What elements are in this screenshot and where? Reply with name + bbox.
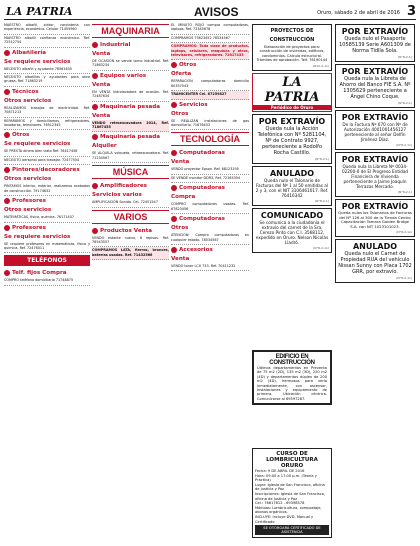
notice-body: Queda nula la Acción Telefónica con Nº 5281104, Nº de Contrato 9927, perteneciente a Rodolfo Rocha Castillo. [257,125,327,156]
classified-ad: SE PRESTA dinero bien trato Ref. 76417458 [4,148,90,156]
bullet-icon [4,132,10,138]
classified-ad: EL MINUTO ROJO compra computadoras, laptops. Ref. 72345678 [171,22,249,35]
course-line: INCLUYE: Incluye DVD, Manual y Certificado [255,514,314,524]
notice-body: Queda nula la Libreta Nº 0034-02200-0 de El Progreso Entidad Financiera de Vivienda perteneciente a Jaime Joaquín Terrazas Mercado. [341,164,409,189]
classified-ad: NECESITO personal para trabajar. 72477554 [4,157,90,165]
bullet-icon [4,225,10,231]
notice-box [335,24,415,62]
notice-title: POR EXTRAVÍO [341,27,409,36]
bullet-icon [4,270,10,276]
course-ad-title: CURSO DE LOMBRICULTURA ORURO [266,451,318,469]
classified-ad: AMPLIFICACIÓN Sonido. Cel. 72451547 [92,199,169,207]
building-ad-box [252,350,332,405]
page-header [4,4,416,20]
category-heading: Accesorios [171,245,249,254]
classified-ad: VENDO toner LCX 733. Ref. 70411232 [171,263,249,271]
notice-body: Queda nula la Libreta de Ahorro del Banco FIE S.A. Nº 1305629 perteneciente a Ángel Chino Coque. [339,76,411,100]
notice-body: Elaboración de proyectos para: construcción de viviendas, edificios, condominios. Cálculo estructural. Trámites de aprobación. Telf. 76190144 [256,45,328,63]
category-heading: Equipos varios [92,71,169,80]
course-ad [252,446,332,538]
category-heading: Profesores [4,223,90,232]
subcategory-heading: Otros servicios [4,207,52,214]
classified-ad: DE OCASIÓN se vende torno industrial. Ref. 71863234 [92,58,169,71]
notice-ref: (N°8-2-1) [398,101,412,105]
notice-ref: (N°8-2-1x) [396,276,412,281]
classified-ad: COMPRO computadoras usadas. Ref. 67823456 [171,201,249,214]
building-ad-body: Últimos departamentos en Preventa de 75 m2 (2D), 135 m2 (3D), 220 m2 (4D) y departamentos dúplex de 200 m2 (4D), hermosos para verlo inmediatamente, con ascensor, instalaciones y equipamiento de primera. Ubicación céntrica. Comunicarse al 69597287. [257,366,327,401]
notice-title: POR EXTRAVÍO [341,155,409,164]
notice-box [252,208,332,253]
issue-date: Oruro, sábado 2 de abril de 2016 [317,10,400,16]
bullet-icon [171,247,177,253]
subcategory-heading: Venta [171,255,190,262]
notice-box [335,239,415,283]
notice-box [335,152,415,197]
section-title: AVISOS [194,5,239,19]
bullet-icon [171,185,177,191]
course-line: Cel.: 76617812 - 69398578 [255,501,305,506]
subcategory-heading: Se requiere servicios [4,233,71,240]
classified-ad: SE ALQUILA volqueta, retroexcavadora. Ref. 71234567 [92,150,169,163]
category-heading: Maquinaria pesada [92,132,169,141]
column-1 [4,22,90,542]
notice-body: Queda nulo el Talonario de Facturas del Nº 1 al 50 emitidas al 2 y 3, con el NIT 3106461017. Ref. 76416342 [255,177,329,198]
category-heading: Técnicos [4,87,90,96]
bullet-icon [92,42,98,48]
category-heading: Otros [4,130,90,139]
course-line: Inscripciones: Iglesia de San Francisco, oficina de Justicia y Paz [255,491,326,501]
subcategory-heading: Otros servicios [4,176,52,183]
subcategory-heading: Venta [92,112,111,119]
bullet-icon [92,73,98,79]
classified-ad: MAESTRO albañil confianza económico. Ref. 72512754 [4,35,90,48]
classified-ad: NECESITO albañiles y ayudantes para obra gruesa. Ref. 71863219 [4,74,90,87]
logo-tagline: Periódico de Oruro [253,105,331,110]
masthead-logo: LA PATRIA [6,5,73,18]
category-heading: Computadoras [171,214,249,223]
column-2 [92,22,169,542]
classified-ad: VENDO proyector Epson. Ref. 68123195 [171,166,249,174]
subcategory-heading: Venta [171,159,190,166]
notice-ref: (N°8-2-1x) [313,245,329,250]
section-band: TELÉFONOS [4,255,90,266]
course-line: Fecha: 9 DE ABRIL DE 2016 [255,469,305,473]
subcategory-heading: Otros servicios [4,97,52,104]
category-heading: Computadoras [171,148,249,157]
subcategory-heading: Servicios varios [92,192,142,199]
bullet-icon [171,150,177,156]
notice-body: De la Factura Nº 670 con Nº de Autorización 4001001456127 perteneciente al señor Delfín Jiménez Díaz. [342,122,408,142]
bullet-icon [92,183,98,189]
classified-ad: COMPRAMOS: Toda clase de productos, laptops, celulares, maquinas y otros, televisores, refrigeradores. 72617433 [171,43,249,60]
column-4 [252,22,332,348]
category-heading: Telf. fijos Compra [4,268,90,277]
category-heading: Albañilería [4,48,90,57]
classified-ad: ATENCIÓN: Compro computadoras en cualquier estado. 78534567 [171,232,249,245]
notice-ref: (N°8-2-1) [315,156,329,161]
building-ad-title: EDIFICIO EN CONSTRUCCIÓN [269,354,315,366]
classified-ad: COMPRO teléfono domiciliario 71748875 [4,277,90,285]
bullet-icon [171,62,177,68]
notice-title: POR EXTRAVÍO [341,67,409,76]
classified-ad: REPARACIÓN computadoras domicilio 60357543 [171,78,249,91]
bullet-icon [4,167,10,173]
notice-ref: (N°8-2-1x) [396,143,412,147]
classified-ad: COMPRAMOS LATA, fierros, bronces, baterías usadas. Ref. 71432566 [92,247,169,260]
category-heading: Profesores [4,196,90,205]
notice-box [335,199,415,237]
notice-ref: (N°8-2-1) [315,198,329,203]
classified-ad: SE VENDE monitor DDR3. Ref. 72165354 [171,175,249,183]
course-ad-box [252,448,332,538]
category-heading: Servicios [171,100,249,109]
notice-body: Se comunica a la ciudadanía el extravío del carnet de la Sra. Cerezo Pinto con C.I. 3568112, expedido en Oruro. Nelson Nicolás Lladró. [255,219,329,245]
column-5 [335,22,415,542]
subcategory-heading: Compra [171,194,196,201]
section-heading: MÚSICA [92,165,169,179]
classified-ad: TRAMICENTER Cel. 67259827 [171,91,249,99]
notice-title: ANULADO [352,242,398,252]
classified-ad: REALIZAMOS trabajos de electricidad. Ref. 70871213 [4,105,90,118]
notice-ref: (#10-2-1x) [312,63,329,68]
section-heading: TECNOLOGÍA [171,132,249,146]
building-ad [252,348,415,407]
logo-name: LA PATRIA [264,74,320,105]
subcategory-heading: Otros [171,225,189,232]
course-line: Lugar: Iglesia de San Francisco, oficina de Justicia y Paz [255,482,325,492]
notice-body: Queda nulo el Carnet de Propiedad RUA del vehículo Nissan Sunny con Placa 1702 GRR, por extravío. [338,251,412,276]
notice-title: COMUNICADO [260,210,324,220]
category-heading: Amplificadores [92,181,169,190]
subcategory-heading: Venta [92,51,111,57]
classified-ad: MATEMÁTICAS, física, química. 76171457 [4,214,90,222]
notice-body: Queda nulos los Talonarios de Facturas del Nº 126 al 300 de la Tienda Centro Capacitación Tamara Golden Bridge S.A. con NIT 1023101023. [338,210,412,229]
notice-box [335,110,415,150]
notice-box [335,64,415,108]
classified-ad: PINTAMOS interior, exterior, realizamos acabados de construcción. 79174632 [4,183,90,196]
newspaper-logo [252,73,332,112]
category-heading: Industrial [92,40,169,49]
notice-title: POR EXTRAVÍO [258,116,326,126]
category-heading: Otros [171,60,249,69]
course-footer: SE OTORGARÁ CERTIFICADO DE ASISTENCIA [255,525,329,535]
category-heading: Computadoras [171,183,249,192]
classified-ad: SE requiere profesores en matemáticas, física y química. Ref. 72476011 [4,241,90,254]
subcategory-heading: Oferta [171,71,192,78]
bullet-icon [4,50,10,56]
notice-box [252,166,332,206]
notice-box [252,114,332,164]
subcategory-heading: Se requiere servicios [4,58,71,65]
notice-ref: (N°8-2-1x) [396,230,412,235]
subcategory-heading: Se requiere servicios [4,141,71,148]
category-heading: Maquinaria pesada [92,102,169,111]
notice-ref: (N°8-2-1) [398,55,412,59]
bullet-icon [92,134,98,140]
notice-title: POR EXTRAVÍO [341,202,409,211]
classified-ad: SE REALIZAN instalaciones de gas domiciliario. 71876453 [171,118,249,131]
classified-ad: VENDO estante nuevo, 6 repisas. Ref. 76543557 [92,235,169,248]
page-number: 3 [406,4,416,19]
notice-title: PROYECTOS DE CONSTRUCCIÓN [269,28,315,43]
section-heading: MAQUINARIA [92,24,169,38]
bullet-icon [171,102,177,108]
subcategory-heading: Alquiler [92,143,117,150]
subcategory-heading: Otros [171,110,189,117]
notice-ref: (N°8-2-1) [398,190,412,194]
column-3 [171,22,249,542]
bullet-icon [4,89,10,95]
bullet-icon [92,104,98,110]
category-heading: Pintores/decoradores [4,165,90,174]
bullet-icon [4,198,10,204]
notice-title: POR EXTRAVÍO [341,113,409,122]
notice-body: Queda nulo el Pasaporte 10585139 Serie A601309 de Norma Tidlla Sola. [339,36,411,54]
course-line: Módulos: Lombricultura, compostaje, abonos orgánicos. [255,505,322,515]
classified-ad: EN VENTA hidrolavadora de ocasión. Ref. 72487634 [92,89,169,102]
bullet-icon [92,228,98,234]
classified-ad: COMPRAMOS 73623452 78534567 [171,35,249,43]
section-heading: VARIOS [92,210,169,224]
notice-box [252,24,332,71]
notice-title: ANULADO [269,168,315,178]
classified-ad: VENDO retroexcavadora 2014, Ref. 71867455 [92,120,169,133]
subcategory-heading: Venta [92,81,111,88]
bullet-icon [171,216,177,222]
category-heading: Productos Venta [92,226,169,235]
classified-ad: REPARAMOS y domiciliamos, refrigeradores, lavadoras, televisores. 76512345 [4,118,90,131]
classified-ad: NECESITO albañil y ayudante 76561635 [4,66,90,74]
course-line: Hora: 09:00 a 17:00 p.m. (Teoría y Práctica) [255,473,317,483]
classified-ad: MAESTRO albañil, pintor, carpintería con experiencia, económico. Celular 71455960 [4,22,90,35]
